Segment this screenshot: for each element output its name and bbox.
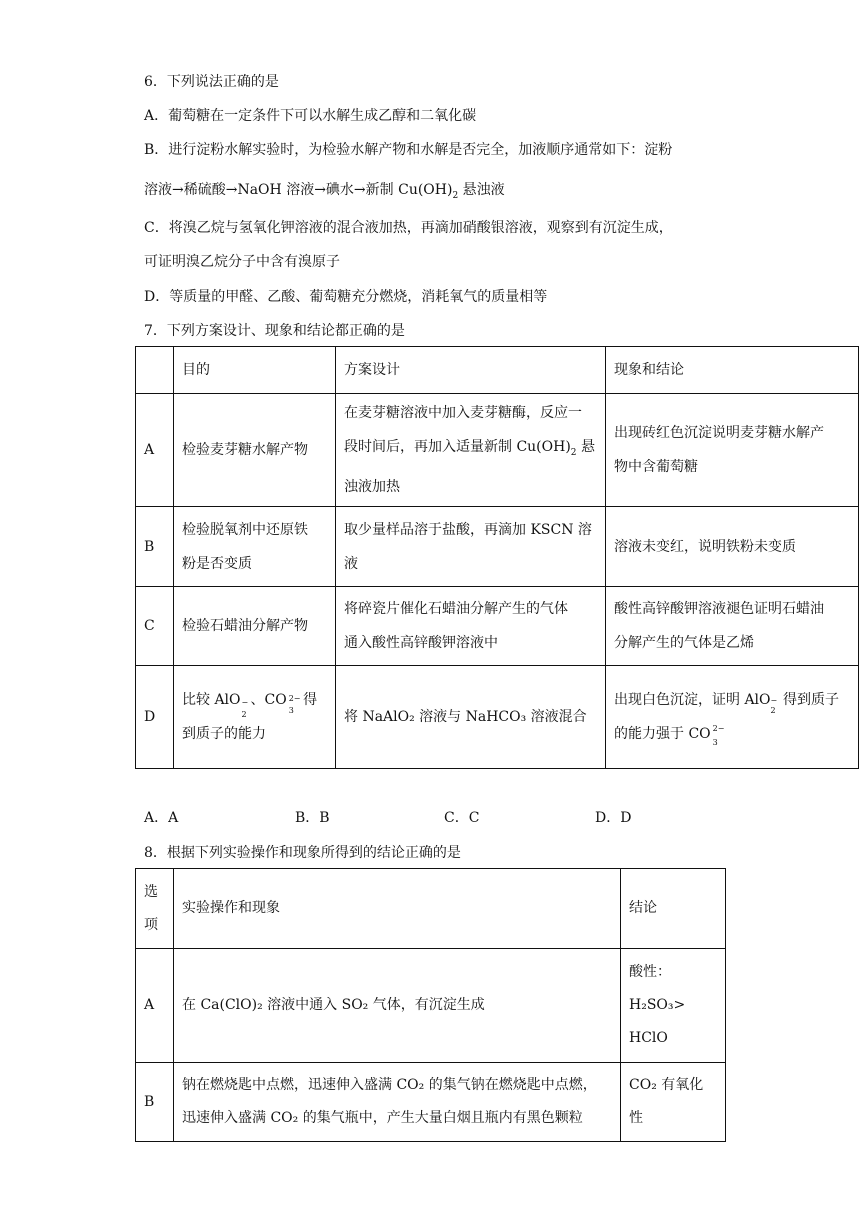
- purpose-cell: 检验麦芽糖水解产物: [174, 394, 336, 507]
- conclusion-cell: 酸性： H₂SO₃> HClO: [621, 949, 726, 1063]
- q6-option-b-line1: B．进行淀粉水解实验时，为检验水解产物和水解是否完全，加液顺序通常如下：淀粉: [144, 142, 673, 158]
- header-cell: 目的: [174, 347, 336, 394]
- row-label: A: [136, 949, 174, 1063]
- row-label: B: [136, 1063, 174, 1142]
- q6-option-c-line1: C．将溴乙烷与氢氧化钾溶液的混合液加热，再滴加硝酸银溶液，观察到有沉淀生成，: [144, 220, 673, 236]
- table-row: [136, 666, 859, 769]
- design-cell: 在麦芽糖溶液中加入麦芽糖酶，反应一 段时间后，再加入适量新制 $Cu(OH)_2$ 悬 浊液加热: [336, 394, 606, 507]
- row-label: A: [136, 394, 174, 507]
- q6-option-c-line2: 可证明溴乙烷分子中含有溴原子: [144, 254, 340, 270]
- row-label: D: [136, 666, 174, 769]
- header-cell: 现象和结论: [606, 347, 859, 394]
- q6-stem: 6．下列说法正确的是: [144, 74, 279, 90]
- q7-stem: 7．下列方案设计、现象和结论都正确的是: [144, 323, 405, 339]
- design-cell: 取少量样品溶于盐酸，再滴加 KSCN 溶 液: [336, 507, 606, 587]
- q7-choice-a: A．A: [144, 810, 179, 826]
- header-cell-conclusion: 结论: [621, 869, 726, 949]
- result-cell: 出现白色沉淀，证明 AlO − 2 得到质子 的能力强于 CO 2− 3: [606, 666, 859, 769]
- purpose-cell: 检验石蜡油分解产物: [174, 587, 336, 666]
- operation-cell: 在 Ca(ClO)₂ 溶液中通入 SO₂ 气体，有沉淀生成: [174, 949, 621, 1063]
- table-header-row: [136, 347, 859, 394]
- header-cell: 方案设计: [336, 347, 606, 394]
- result-cell: 出现砖红色沉淀说明麦芽糖水解产 物中含葡萄糖: [606, 394, 859, 507]
- table-row: [136, 587, 859, 666]
- result-cell: 酸性高锌酸钾溶液褪色证明石蜡油 分解产生的气体是乙烯: [606, 587, 859, 666]
- purpose-cell: 比较 AlO − 2 、CO 2− 3 得 到质子的能力: [174, 666, 336, 769]
- header-cell: [136, 347, 174, 394]
- q6-option-a: A．葡萄糖在一定条件下可以水解生成乙醇和二氧化碳: [144, 108, 477, 124]
- q7-choice-b: B．B: [295, 810, 330, 826]
- design-cell: 将碎瓷片催化石蜡油分解产生的气体 通入酸性高锌酸钾溶液中: [336, 587, 606, 666]
- header-cell-option: 选 项: [136, 869, 174, 949]
- q6-option-b-line2: 溶液→稀硫酸→NaOH 溶液→碘水→新制 $Cu(OH)_2$ 悬浊液: [144, 182, 505, 201]
- header-cell-operation: 实验操作和现象: [174, 869, 621, 949]
- table-row: [136, 949, 726, 1063]
- q8-table: [135, 868, 726, 1142]
- design-cell: 将 NaAlO₂ 溶液与 NaHCO₃ 溶液混合: [336, 666, 606, 769]
- table-row: [136, 1063, 726, 1142]
- q7-choice-c: C．C: [444, 810, 480, 826]
- row-label: B: [136, 507, 174, 587]
- conclusion-cell: CO₂ 有氧化 性: [621, 1063, 726, 1142]
- table-header-row: [136, 869, 726, 949]
- q8-stem: 8．根据下列实验操作和现象所得到的结论正确的是: [144, 845, 461, 861]
- q6-option-d: D．等质量的甲醛、乙酸、葡萄糖充分燃烧，消耗氧气的质量相等: [144, 289, 548, 305]
- result-cell: 溶液未变红，说明铁粉未变质: [606, 507, 859, 587]
- table-row: [136, 394, 859, 507]
- purpose-cell: 检验脱氧剂中还原铁 粉是否变质: [174, 507, 336, 587]
- operation-cell: 钠在燃烧匙中点燃，迅速伸入盛满 CO₂ 的集气钠在燃烧匙中点燃， 迅速伸入盛满 CO₂ 的集气瓶中，产生大量白烟且瓶内有黑色颗粒: [174, 1063, 621, 1142]
- table-row: [136, 507, 859, 587]
- row-label: C: [136, 587, 174, 666]
- q7-table: [135, 346, 859, 769]
- q7-choice-d: D．D: [595, 810, 632, 826]
